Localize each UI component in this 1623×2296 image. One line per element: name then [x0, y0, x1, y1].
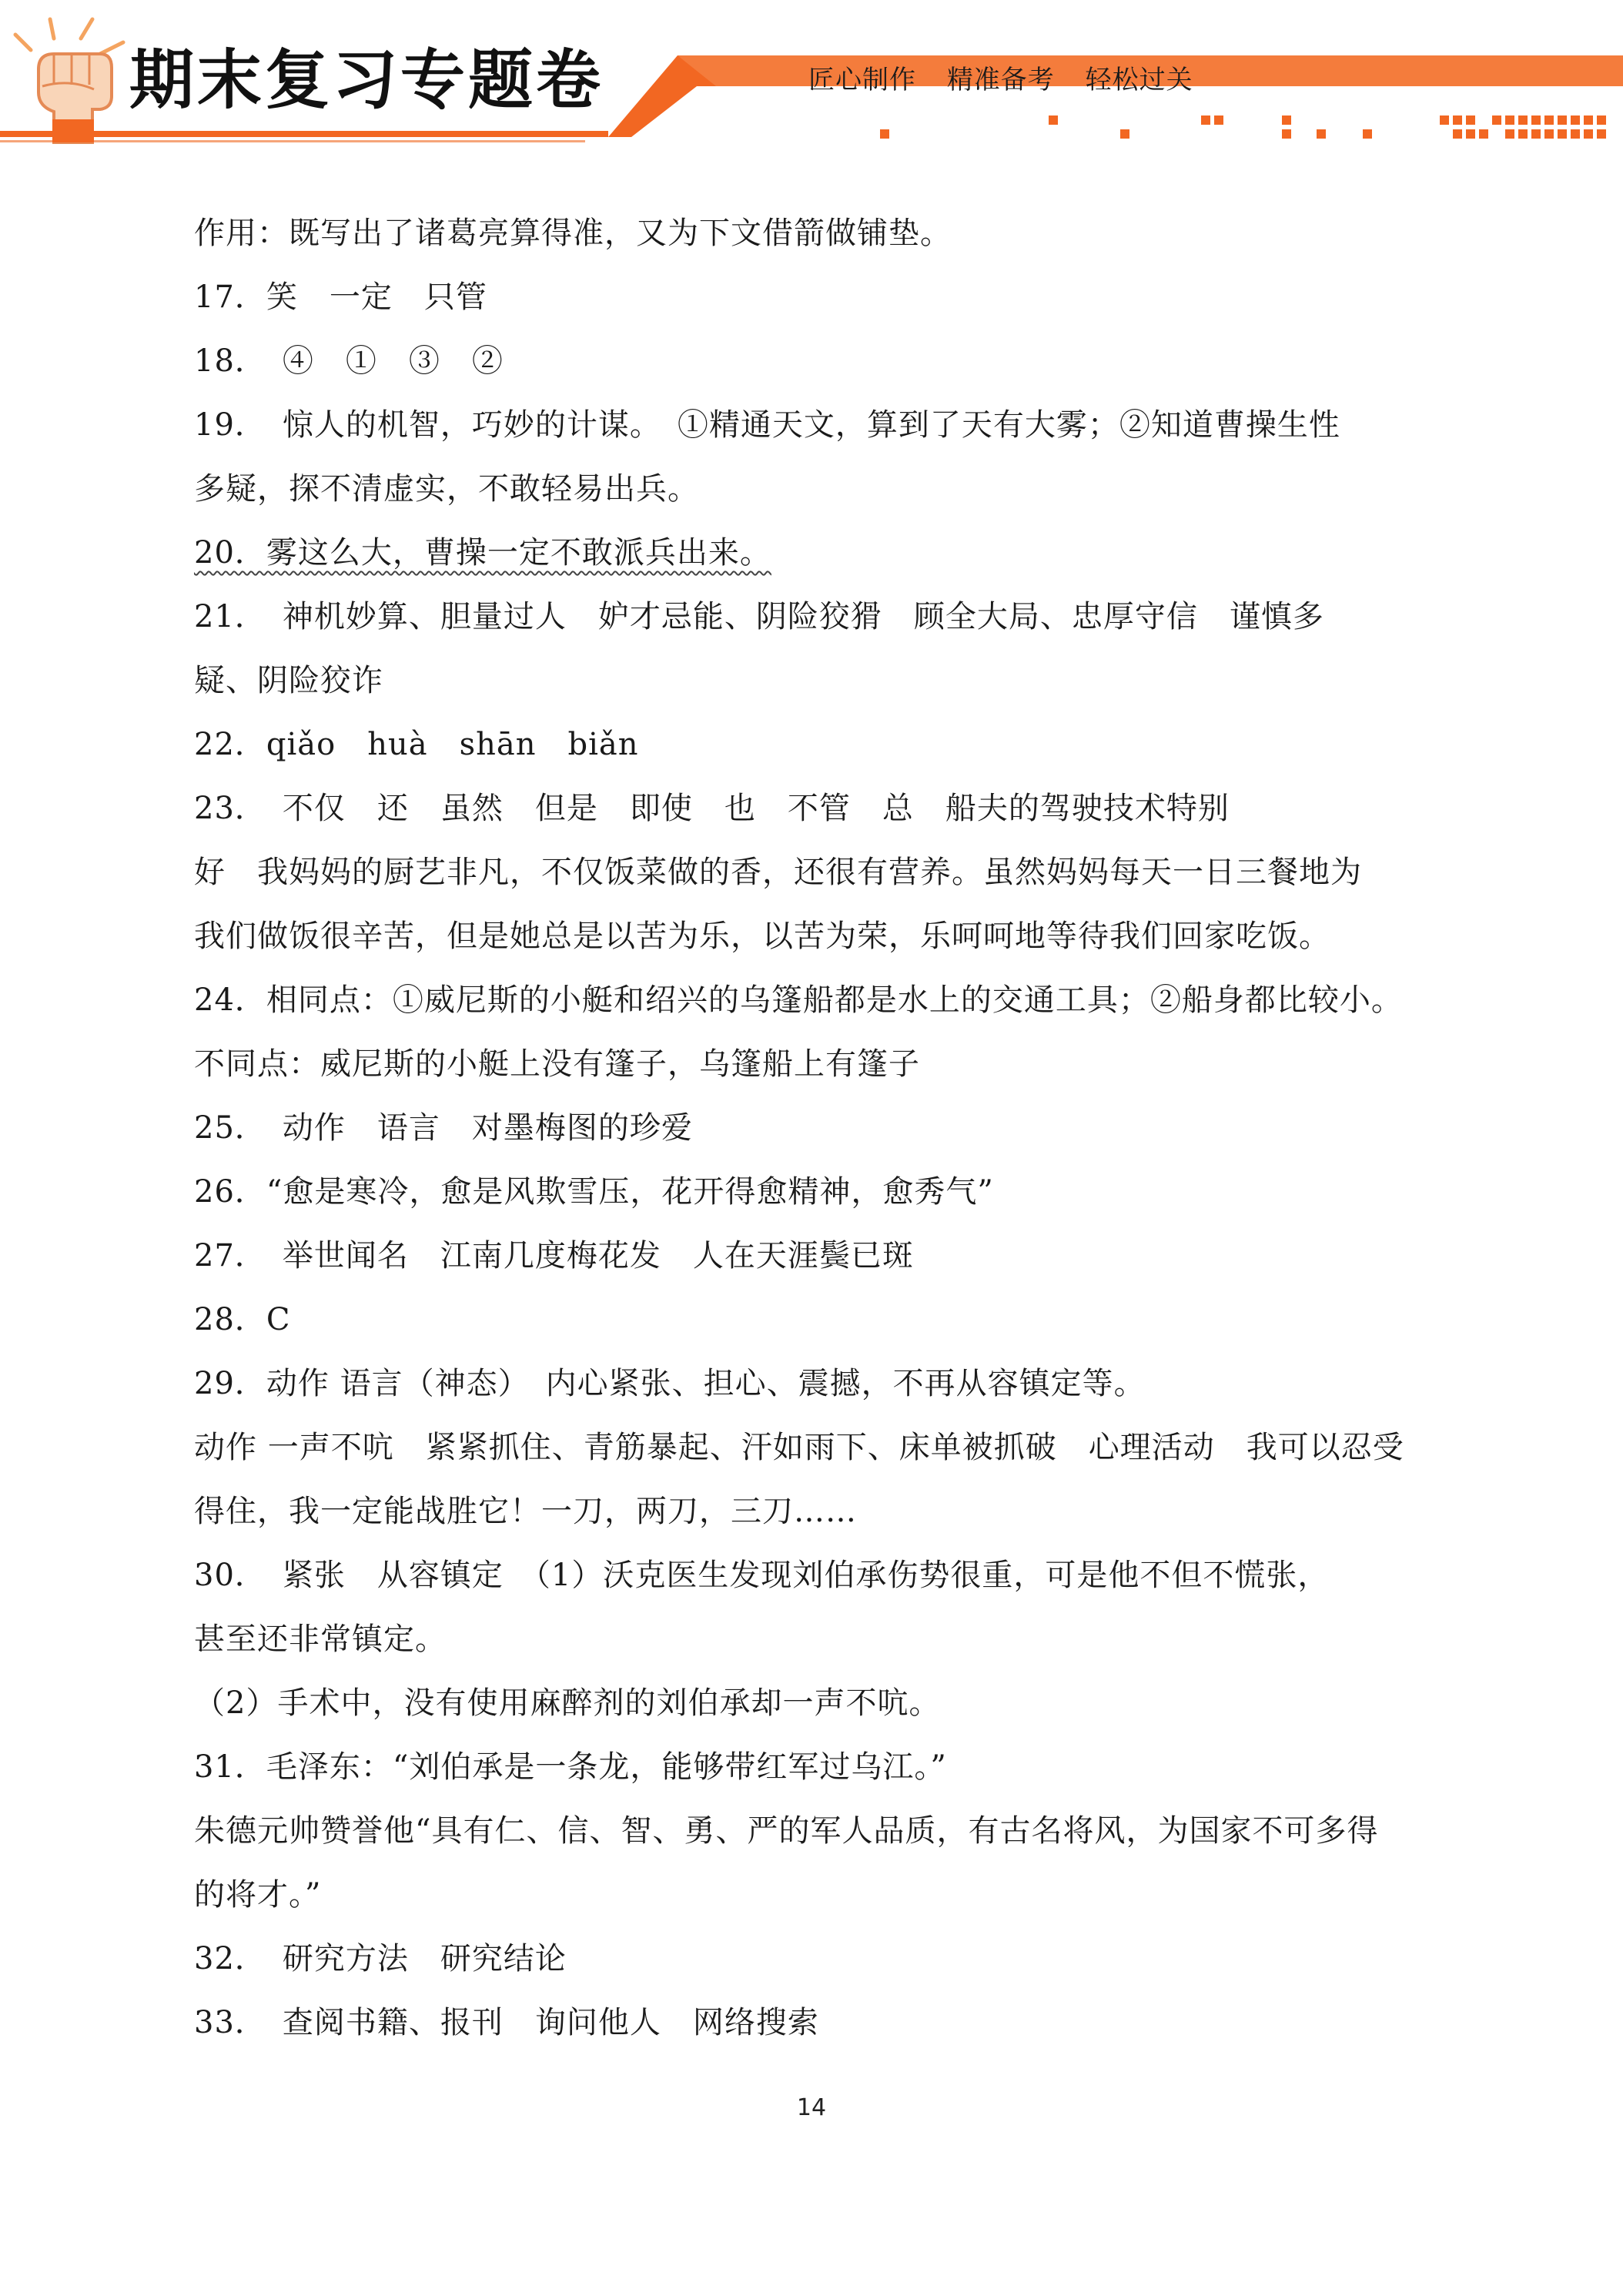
- answer-line: 29．动作 语言（神态） 内心紧张、担心、震撼，不再从容镇定等。: [194, 1366, 1146, 1401]
- header-slogans: [808, 59, 1215, 96]
- header-dot-pattern: [880, 115, 1606, 139]
- answer-line: （2）手术中，没有使用麻醉剂的刘伯承却一声不吭。: [194, 1685, 941, 1721]
- answer-line: 27． 举世闻名 江南几度梅花发 人在天涯鬓已斑: [194, 1238, 914, 1274]
- answer-line: 24．相同点：①威尼斯的小艇和绍兴的乌篷船都是水上的交通工具；②船身都比较小。: [194, 982, 1403, 1018]
- answer-line: 甚至还非常镇定。: [194, 1622, 447, 1657]
- slogan-3: 轻松过关: [1085, 65, 1193, 95]
- fist-icon: [8, 15, 139, 146]
- answer-line: 33． 查阅书籍、报刊 询问他人 网络搜索: [194, 2005, 819, 2040]
- answer-line-underlined: 20．雾这么大，曹操一定不敢派兵出来。: [194, 535, 771, 571]
- answer-line: 得住，我一定能战胜它！一刀，两刀，三刀……: [194, 1494, 857, 1529]
- answer-line: 23． 不仅 还 虽然 但是 即使 也 不管 总 船夫的驾驶技术特别: [194, 791, 1230, 826]
- answer-line: 30． 紧张 从容镇定 （1）沃克医生发现刘伯承伤势很重，可是他不但不慌张，: [194, 1558, 1330, 1593]
- answer-line: 动作 一声不吭 紧紧抓住、青筋暴起、汗如雨下、床单被抓破 心理活动 我可以忍受: [194, 1430, 1404, 1465]
- answer-line: 好 我妈妈的厨艺非凡，不仅饭菜做的香，还很有营养。虽然妈妈每天一日三餐地为: [194, 855, 1362, 890]
- answer-line: 22．qiǎo huà shān biǎn: [194, 727, 639, 762]
- slogan-2: 精准备考: [946, 65, 1055, 95]
- page-number: 14: [796, 2094, 827, 2121]
- answer-line: 18． ④ ① ③ ②: [194, 343, 504, 379]
- answer-line: 疑、阴险狡诈: [194, 663, 383, 698]
- slogan-1: 匠心制作: [808, 65, 916, 95]
- page-header: [0, 0, 1623, 154]
- answer-line: 21． 神机妙算、胆量过人 妒才忌能、阴险狡猾 顾全大局、忠厚守信 谨慎多: [194, 599, 1324, 634]
- answer-line: 32． 研究方法 研究结论: [194, 1941, 567, 1976]
- answer-line: 朱德元帅赞誉他“具有仁、信、智、勇、严的军人品质，有古名将风，为国家不可多得: [194, 1813, 1379, 1849]
- answer-line: 31．毛泽东：“刘伯承是一条龙，能够带红军过乌江。”: [194, 1749, 947, 1785]
- answer-line: 17．笑 一定 只管: [194, 279, 487, 315]
- answer-line: 的将才。”: [194, 1877, 322, 1913]
- answer-line: 19． 惊人的机智，巧妙的计谋。 ①精通天文，算到了天有大雾；②知道曹操生性: [194, 407, 1340, 443]
- answer-content: [194, 202, 1441, 2055]
- answer-line: 我们做饭很辛苦，但是她总是以苦为乐，以苦为荣，乐呵呵地等待我们回家吃饭。: [194, 919, 1330, 954]
- answer-line: 作用：既写出了诸葛亮算得准，又为下文借箭做铺垫。: [194, 216, 952, 251]
- header-title: 期末复习专题卷: [129, 42, 604, 118]
- answer-line: 25． 动作 语言 对墨梅图的珍爱: [194, 1110, 693, 1146]
- answer-line: 28．C: [194, 1302, 291, 1337]
- answer-line: 多疑，探不清虚实，不敢轻易出兵。: [194, 471, 699, 507]
- answer-line: 不同点：威尼斯的小艇上没有篷子，乌篷船上有篷子: [194, 1046, 920, 1082]
- answer-line: 26．“愈是寒冷，愈是风欺雪压，花开得愈精神，愈秀气”: [194, 1174, 994, 1210]
